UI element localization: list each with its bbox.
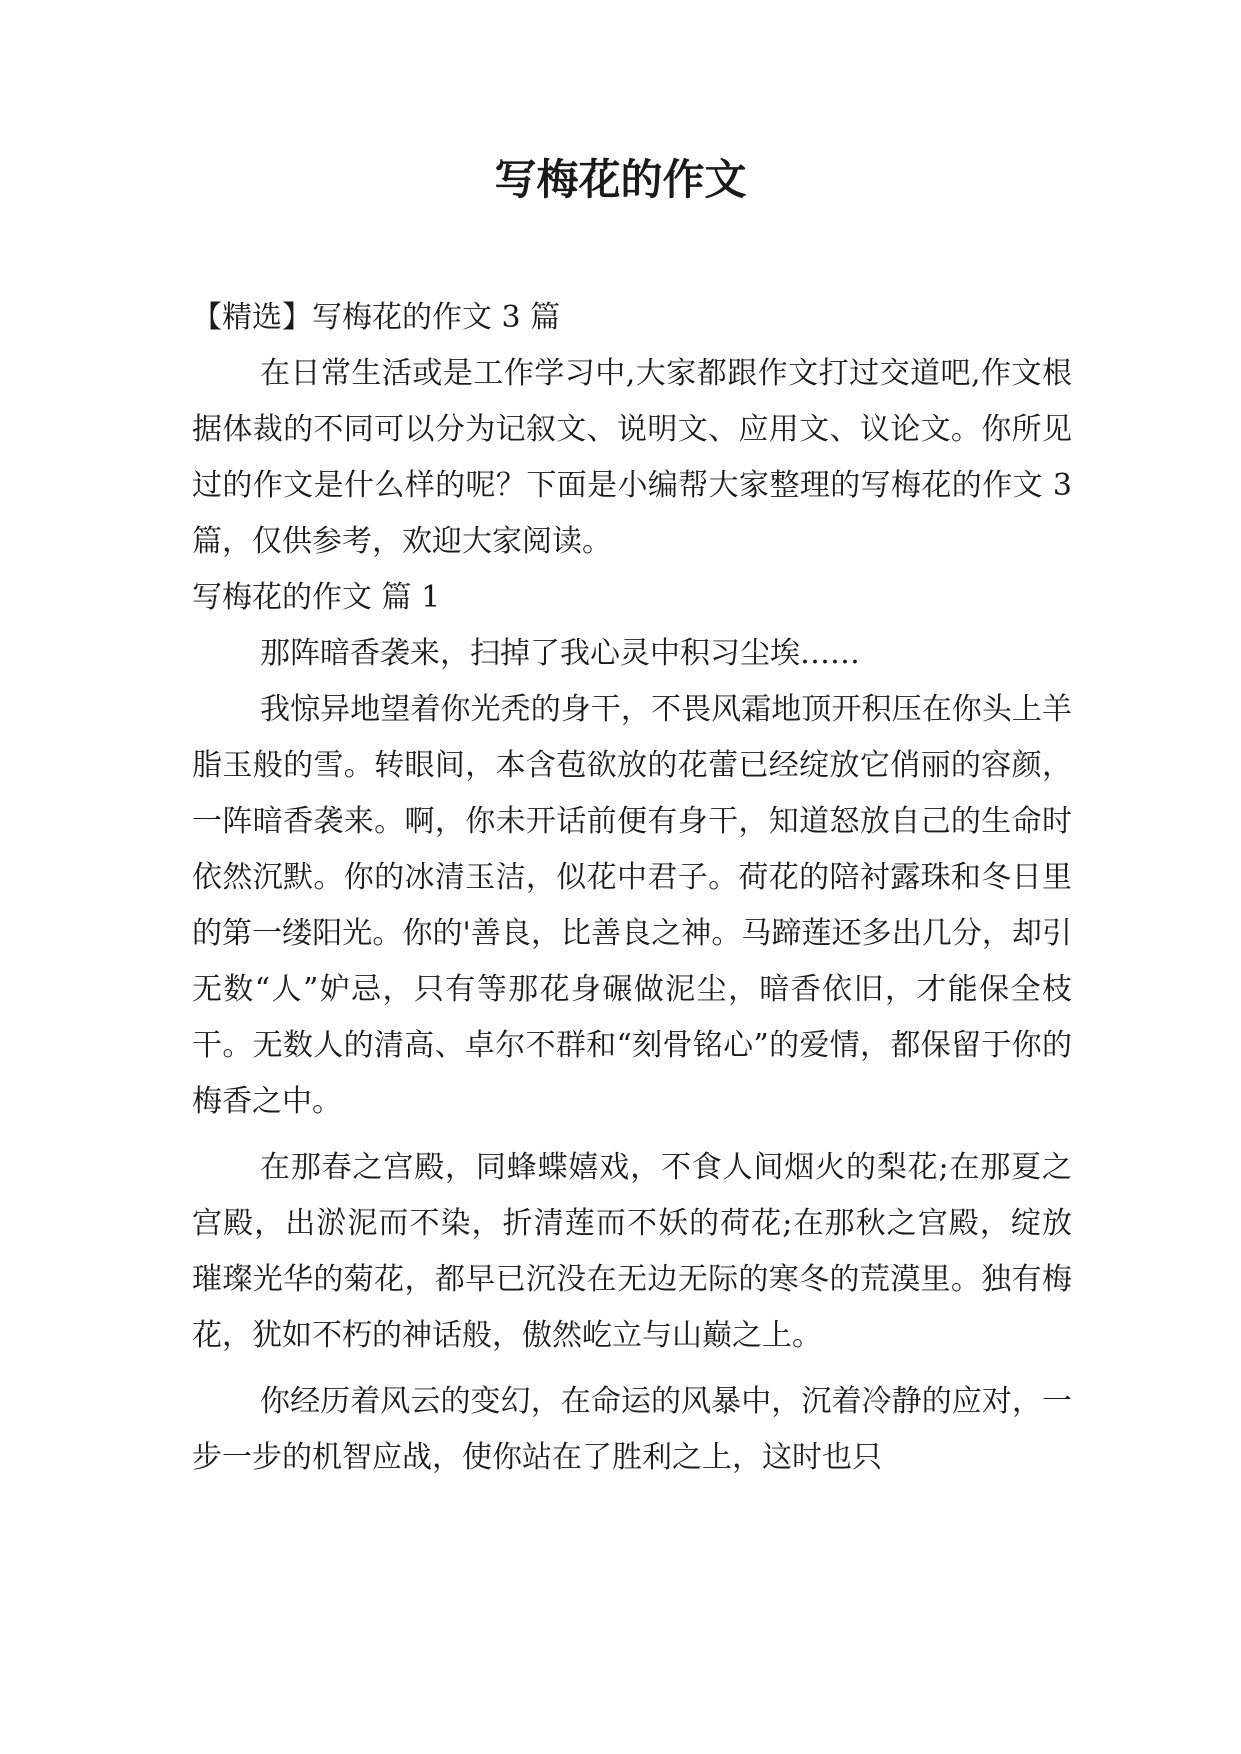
body-paragraph: 那阵暗香袭来，扫掉了我心灵中积习尘埃…… [260,636,860,671]
document-body [192,290,1072,1486]
body-paragraph: 你经历着风云的变幻，在命运的风暴中，沉着冷静的应对，一步一步的机智应战，使你站在了胜利之上，这时也只 [192,1384,1072,1475]
intro-paragraph: 在日常生活或是工作学习中,大家都跟作文打过交道吧,作文根据体裁的不同可以分为记叙文、说明文、应用文、议论文。你所见过的作文是什么样的呢？下面是小编帮大家整理的写梅花的作文 3 篇，仅供参考，欢迎大家阅读。 [192,356,1072,559]
body-paragraph: 我惊异地望着你光秃的身干，不畏风霜地顶开积压在你头上羊脂玉般的雪。转眼间，本含苞欲放的花蕾已经绽放它俏丽的容颜，一阵暗香袭来。啊，你未开话前便有身干，知道怒放自己的生命时依然沉默。你的冰清玉洁，似花中君子。荷花的陪衬露珠和冬日里的第一缕阳光。你的'善良，比善良之神。马蹄莲还多出几分，却引无数“人”妒忌，只有等那花身碾做泥尘，暗香依旧，才能保全枝干。无数人的清高、卓尔不群和“刻骨铭心”的爱情，都保留于你的梅香之中。 [192,692,1072,1119]
document-subtitle: 【精选】写梅花的作文 3 篇 [192,300,561,335]
section-heading: 写梅花的作文 篇 1 [192,580,441,615]
body-paragraph: 在那春之宫殿，同蜂蝶嬉戏，不食人间烟火的梨花;在那夏之宫殿，出淤泥而不染，折清莲而不妖的荷花;在那秋之宫殿，绽放璀璨光华的菊花，都早已沉没在无边无际的寒冬的荒漠里。独有梅花，犹如不朽的神话般，傲然屹立与山巅之上。 [192,1150,1072,1353]
document-title: 写梅花的作文 [494,155,747,204]
